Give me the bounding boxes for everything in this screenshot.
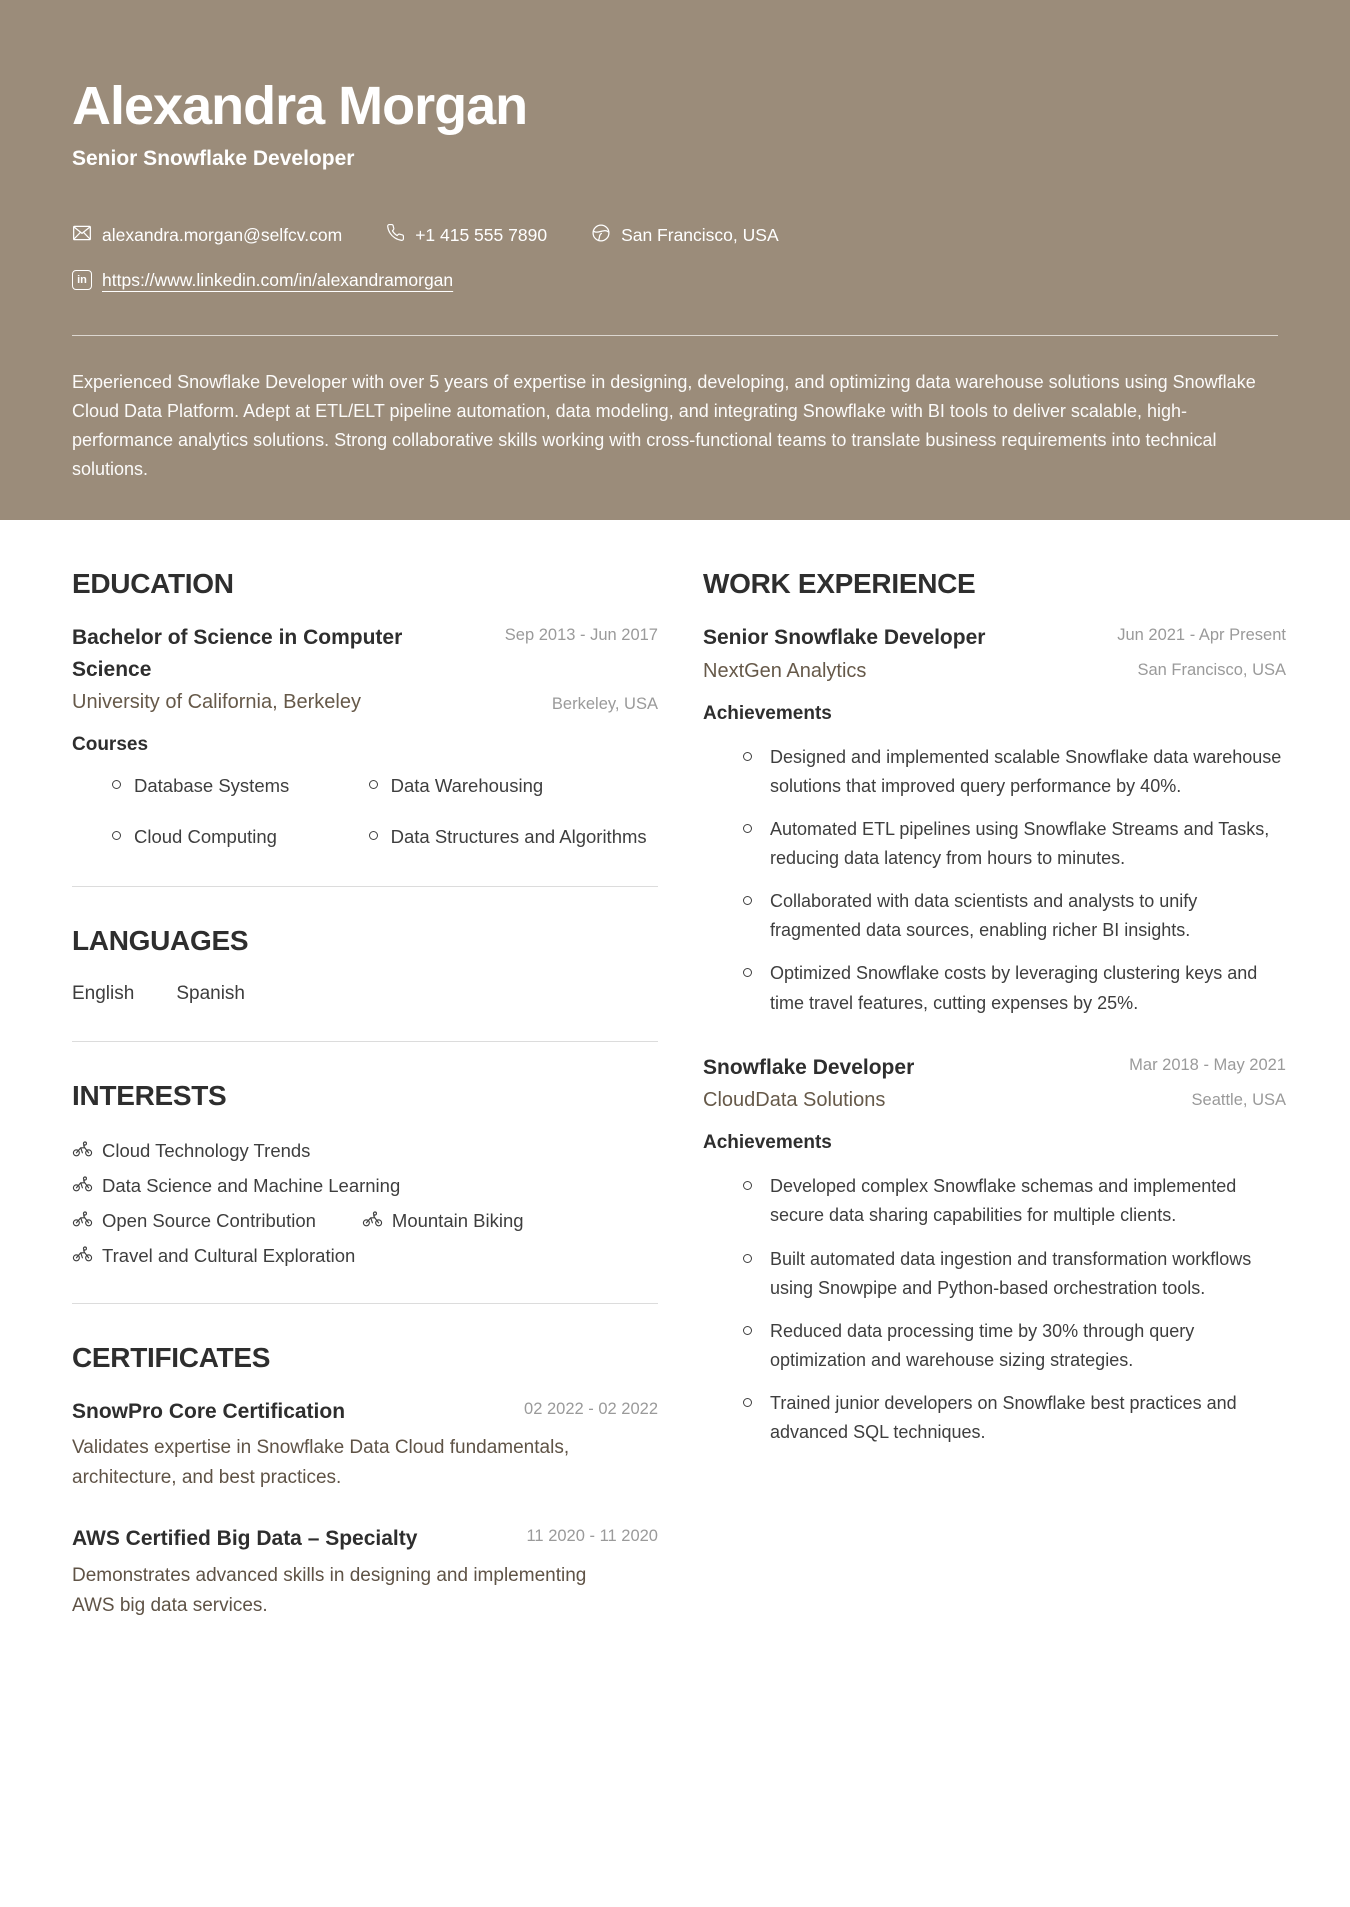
person-name: Alexandra Morgan xyxy=(72,76,528,136)
interest-item: Mountain Biking xyxy=(362,1210,524,1232)
certificate-description: Demonstrates advanced skills in designing and implementing AWS big data services. xyxy=(72,1564,587,1616)
language-item: English xyxy=(72,982,135,1004)
job-dates: Mar 2018 - May 2021 xyxy=(1129,1055,1286,1074)
job-entry xyxy=(703,1052,1286,1448)
section-divider xyxy=(72,1041,658,1042)
achievement-item: Optimized Snowflake costs by leveraging clustering keys and time travel features, cutting expenses by 25%. xyxy=(743,959,1286,1017)
job-entry xyxy=(703,622,1286,1018)
company-name: NextGen Analytics xyxy=(703,659,867,682)
achievement-item: Automated ETL pipelines using Snowflake Streams and Tasks, reducing data latency from hours to minutes. xyxy=(743,815,1286,873)
course-item: Data Structures and Algorithms xyxy=(369,825,658,850)
achievements-label: Achievements xyxy=(703,702,832,724)
certificate-dates: 02 2022 - 02 2022 xyxy=(524,1399,658,1418)
job-dates: Jun 2021 - Apr Present xyxy=(1117,626,1286,644)
interest-item: Cloud Technology Trends xyxy=(72,1140,310,1162)
company-name: CloudData Solutions xyxy=(703,1089,886,1112)
achievement-item: Trained junior developers on Snowflake best practices and advanced SQL techniques. xyxy=(743,1389,1286,1447)
profile-summary: Experienced Snowflake Developer with over 5 years of expertise in designing, developing, and optimizing data warehouse solutions using Snowflake Cloud Data Platform. Adept at ETL/ELT pipeline automation, data modeling, and integrating Snowflake with BI tools to deliver scalable, high-performance analytics solutions. Strong collaborative skills working with cross-functional teams to translate business requirements into technical solutions. xyxy=(72,371,1256,480)
email-icon xyxy=(72,223,92,248)
left-column xyxy=(72,568,658,1621)
resume-body xyxy=(0,520,1350,1621)
achievement-item: Reduced data processing time by 30% through query optimization and warehouse sizing strategies. xyxy=(743,1317,1286,1375)
course-item: Cloud Computing xyxy=(112,825,369,850)
achievements-list xyxy=(703,1172,1286,1447)
cyclist-icon xyxy=(72,1140,93,1162)
right-column xyxy=(703,568,1286,1621)
languages-heading: LANGUAGES xyxy=(72,924,249,956)
linkedin-link-item xyxy=(72,270,453,291)
header-divider xyxy=(72,335,1278,336)
contact-email xyxy=(72,223,342,248)
cyclist-icon xyxy=(72,1245,93,1267)
phone-icon xyxy=(386,223,405,247)
contact-location xyxy=(591,223,779,248)
achievement-item: Designed and implemented scalable Snowflake data warehouse solutions that improved query performance by 40%. xyxy=(743,743,1286,801)
linkedin-link[interactable]: https://www.linkedin.com/in/alexandramorgan xyxy=(102,269,454,290)
certificate-entry xyxy=(72,1523,658,1621)
school-name: University of California, Berkeley xyxy=(72,691,361,713)
course-item: Data Warehousing xyxy=(369,774,658,799)
cyclist-icon xyxy=(72,1210,93,1232)
location-globe-icon xyxy=(591,223,611,248)
linkedin-icon: in xyxy=(72,270,92,290)
education-dates: Sep 2013 - Jun 2017 xyxy=(504,626,658,644)
achievements-list xyxy=(703,743,1286,1018)
certificate-entry xyxy=(72,1396,658,1494)
work-experience-heading: WORK EXPERIENCE xyxy=(703,568,976,599)
header xyxy=(0,0,1350,520)
achievements-label: Achievements xyxy=(703,1132,832,1154)
certificate-title: AWS Certified Big Data – Specialty xyxy=(72,1527,418,1551)
certificate-dates: 11 2020 - 11 2020 xyxy=(526,1527,658,1546)
education-location: Berkeley, USA xyxy=(551,695,658,713)
courses-list xyxy=(72,774,658,850)
contact-row xyxy=(72,223,1278,248)
contact-location-text: San Francisco, USA xyxy=(621,224,779,245)
section-divider xyxy=(72,886,658,887)
achievement-item: Collaborated with data scientists and analysts to unify fragmented data sources, enabling richer BI insights. xyxy=(743,887,1286,945)
interest-item: Data Science and Machine Learning xyxy=(72,1175,400,1197)
interest-item: Travel and Cultural Exploration xyxy=(72,1245,355,1267)
person-job-title: Senior Snowflake Developer xyxy=(72,146,355,170)
language-item: Spanish xyxy=(176,982,245,1004)
job-location: Seattle, USA xyxy=(1191,1090,1286,1109)
section-divider xyxy=(72,1303,658,1304)
certificate-title: SnowPro Core Certification xyxy=(72,1399,346,1423)
languages-list xyxy=(72,983,658,1005)
education-heading: EDUCATION xyxy=(72,568,234,599)
course-item: Database Systems xyxy=(112,774,369,799)
cyclist-icon xyxy=(362,1210,383,1232)
certificates-heading: CERTIFICATES xyxy=(72,1341,271,1373)
interest-item: Open Source Contribution xyxy=(72,1210,316,1232)
link-row xyxy=(72,270,1278,291)
contact-phone xyxy=(386,223,547,247)
achievement-item: Developed complex Snowflake schemas and implemented secure data sharing capabilities for multiple clients. xyxy=(743,1172,1286,1230)
courses-label: Courses xyxy=(72,734,149,755)
interests-heading: INTERESTS xyxy=(72,1079,227,1111)
degree-title: Bachelor of Science in Computer Science xyxy=(72,626,403,681)
cyclist-icon xyxy=(72,1175,93,1197)
education-entry xyxy=(72,622,658,850)
job-title: Snowflake Developer xyxy=(703,1055,915,1079)
contact-phone-text: +1 415 555 7890 xyxy=(415,224,548,245)
job-title: Senior Snowflake Developer xyxy=(703,626,986,649)
certificate-description: Validates expertise in Snowflake Data Cloud fundamentals, architecture, and best practices. xyxy=(72,1437,570,1489)
contact-email-text: alexandra.morgan@selfcv.com xyxy=(102,224,343,245)
achievement-item: Built automated data ingestion and transformation workflows using Snowpipe and Python-based orchestration tools. xyxy=(743,1245,1286,1303)
interests-list xyxy=(72,1140,658,1267)
job-location: San Francisco, USA xyxy=(1137,661,1286,679)
